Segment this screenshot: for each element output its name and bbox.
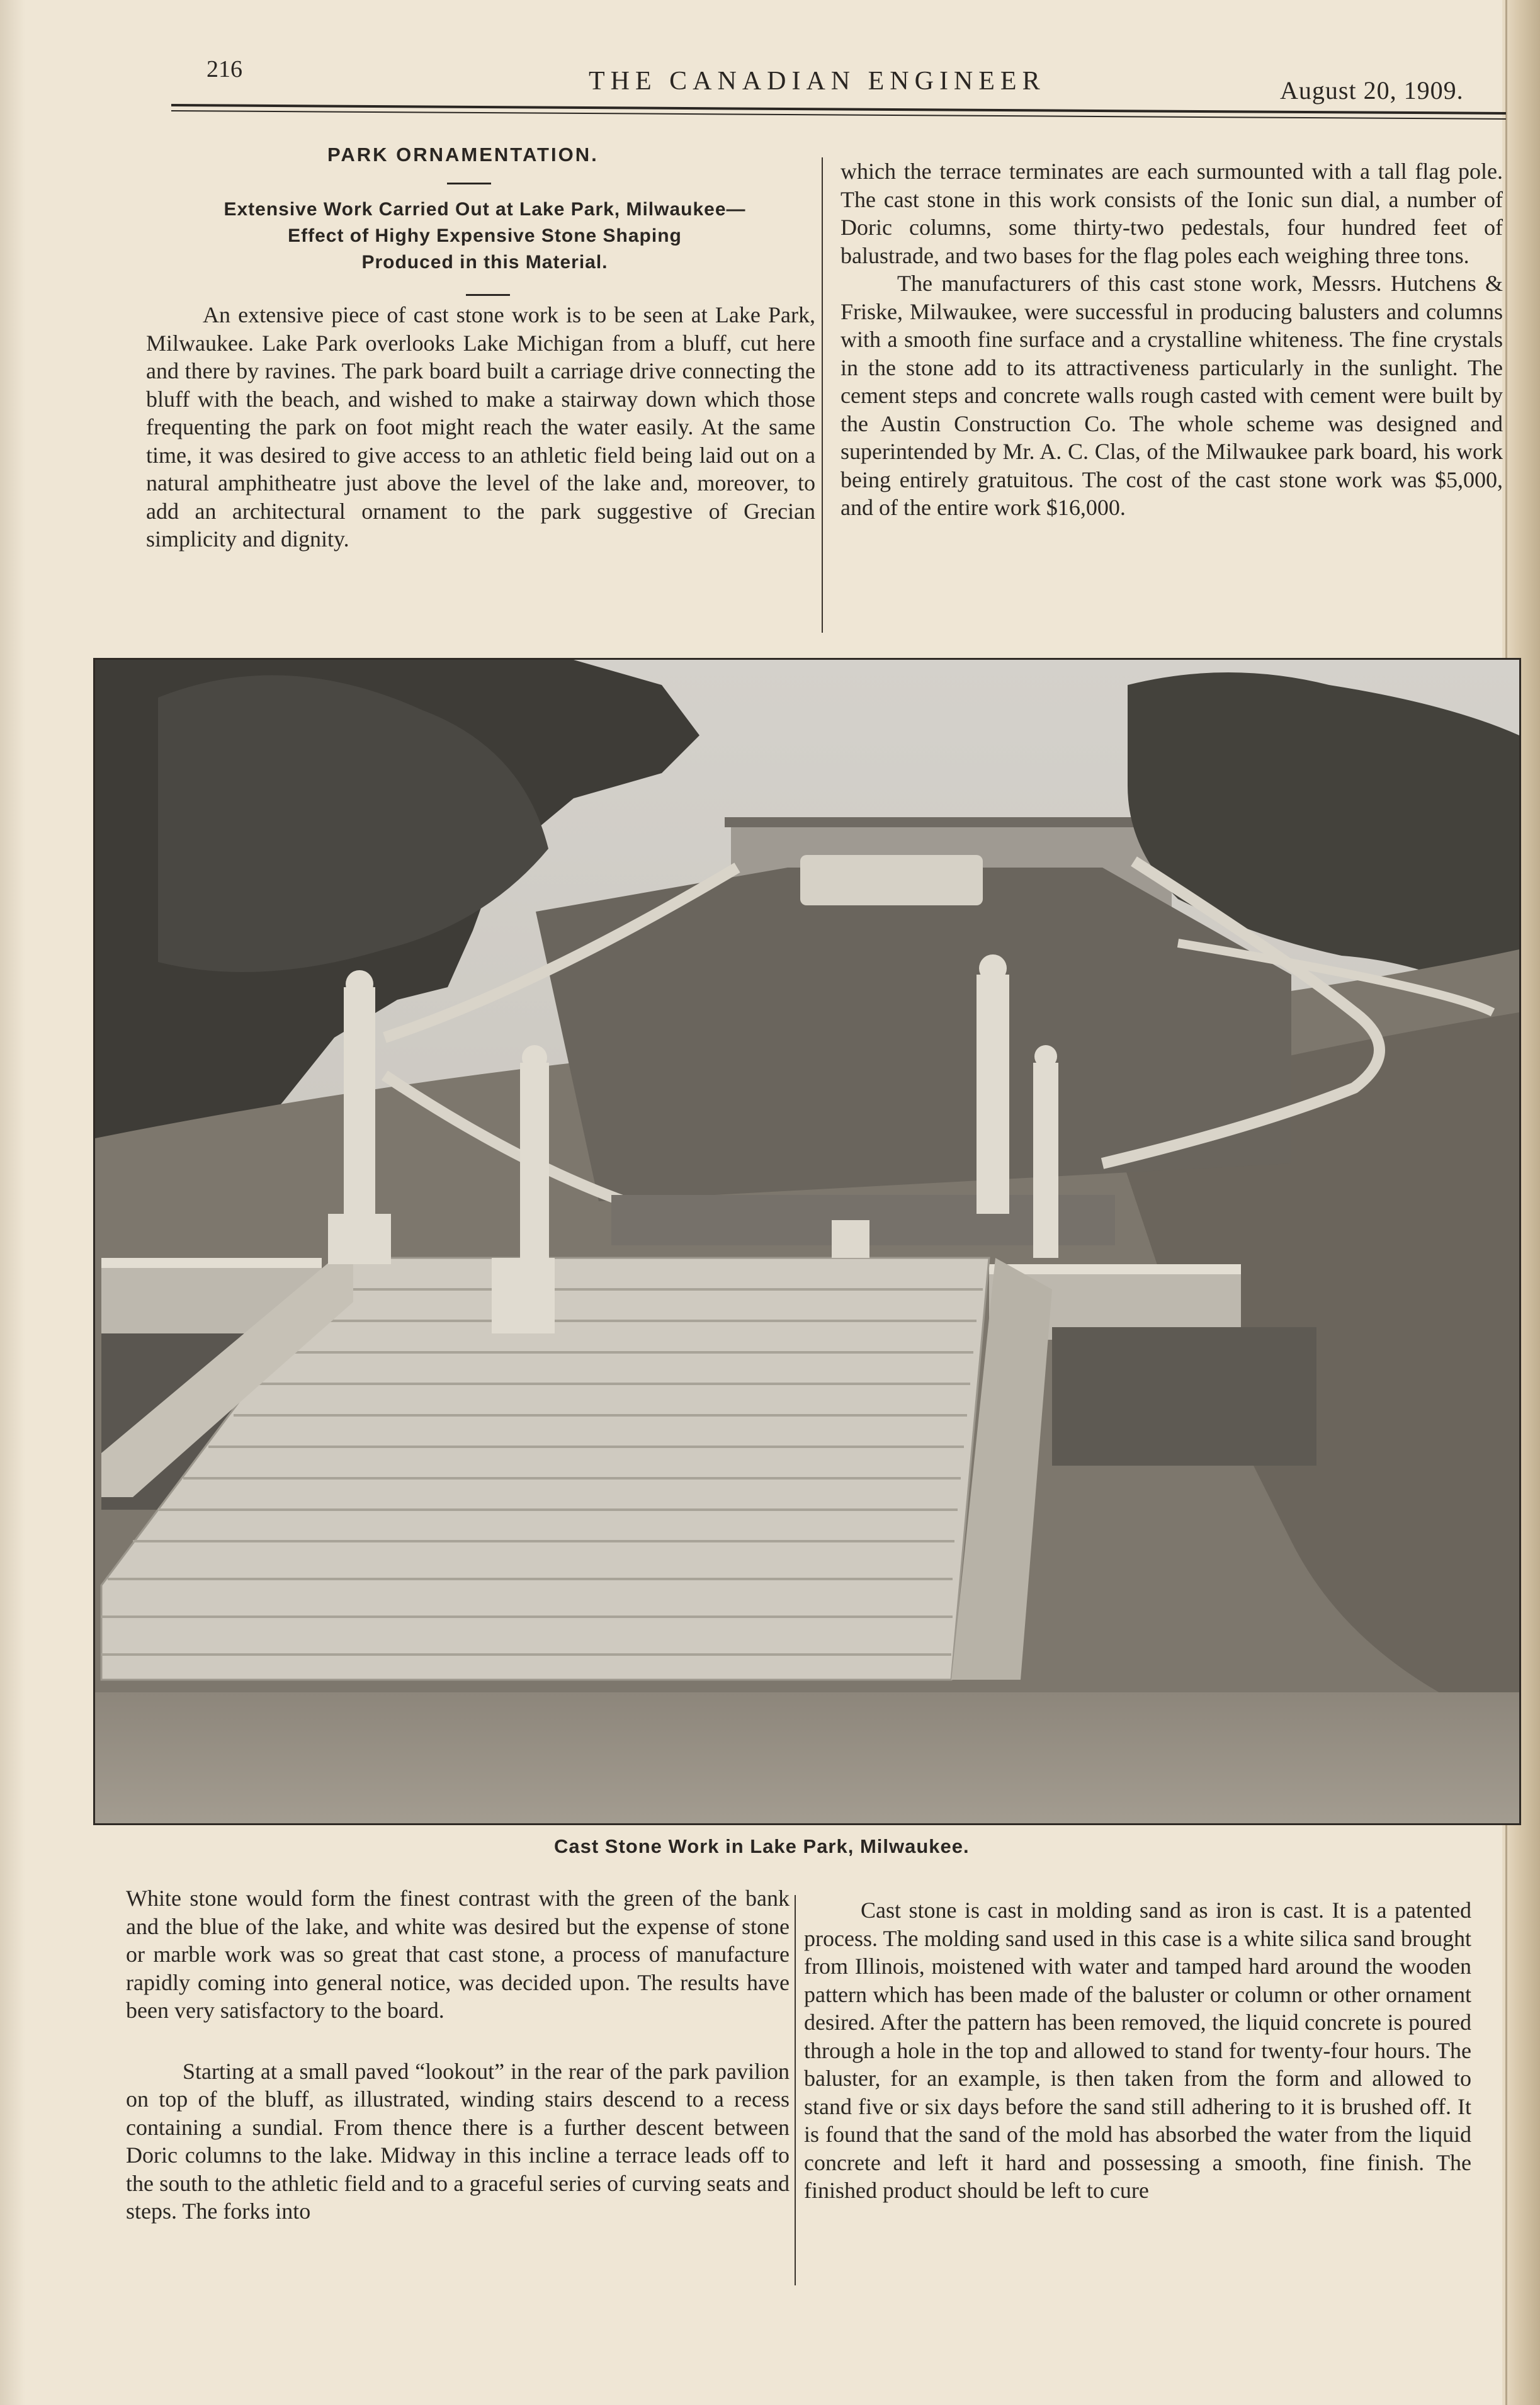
paragraph: An extensive piece of cast stone work is to be seen at Lake Park, Milwaukee. Lake Park overlooks Lake Michigan from a bluff, cut here and there by ravines. The park board built a carriage drive connecting the bluff with the beach, and wished to make a stairway down which those frequenting the park on foot might reach the water easily. At the same time, it was desired to give access to an athletic field being laid out on a natural amphitheatre just above the level of the lake and, moreover, to add an architectural ornament to the park suggestive of Grecian simplicity and dignity. xyxy=(146,302,815,552)
running-head: THE CANADIAN ENGINEER xyxy=(589,67,1046,96)
column-top-right xyxy=(841,157,1503,522)
page-shadow xyxy=(0,0,25,2405)
header-rule xyxy=(171,104,1506,115)
page-number: 216 xyxy=(207,56,242,82)
paragraph: White stone would form the finest contrast with the green of the bank and the blue of the lake, and white was desired but the expense of stone or marble work was so great that cast stone, a process of manufacture rapidly coming into general notice, was decided upon. The results have been very satisfactory to the board. xyxy=(126,1886,790,2023)
title-rule xyxy=(447,183,491,184)
subtitle-line: Extensive Work Carried Out at Lake Park, Milwaukee— xyxy=(224,199,746,220)
subtitle-line: Produced in this Material. xyxy=(361,252,608,273)
photograph-stairway xyxy=(93,658,1521,1825)
column-separator xyxy=(822,157,823,633)
article-subtitle xyxy=(151,196,818,276)
paragraph: Starting at a small paved “lookout” in the rear of the park pavilion on top of the bluff, as illustrated, winding stairs descend to a recess containing a sundial. From thence there is a further descent between Doric columns to the lake. Midway in this incline a terrace leads off to the south to the athletic field and to a graceful series of curving seats and steps. The forks into xyxy=(126,2058,790,2224)
subtitle-rule xyxy=(466,294,510,296)
photo-caption: Cast Stone Work in Lake Park, Milwaukee. xyxy=(554,1835,970,1857)
article-title: PARK ORNAMENTATION. xyxy=(327,144,599,166)
subtitle-line: Effect of Highy Expensive Stone Shaping xyxy=(288,225,682,246)
column-top-left xyxy=(146,301,815,553)
paragraph: which the terrace terminates are each surmounted with a tall flag pole. The cast stone in this work consists of the Ionic sun dial, a number of Doric columns, some thirty-two pedestals, four hundred feet of balustrade, and two bases for the flag poles each weighing three tons. xyxy=(841,159,1503,268)
paragraph: Cast stone is cast in molding sand as iron is cast. It is a patented process. The molding sand used in this case is a white silica sand brought from Illinois, moistened with water and tamped hard around the wooden pattern which has been made of the baluster or column or other ornament desired. After the pattern has been removed, the liquid concrete is poured through a hole in the top and allowed to stand for twenty-four hours. The baluster, for an example, is then taken from the form and allowed to stand five or six days before the sand still adhering to it is brushed off. It is found that the sand of the mold has absorbed the water from the liquid concrete and left it hard and possessing a smooth, fine finish. The finished product should be left to cure xyxy=(804,1898,1471,2203)
column-bottom-left xyxy=(126,1884,790,2226)
header-date: August 20, 1909. xyxy=(1280,76,1464,105)
column-separator xyxy=(795,1895,796,2285)
paragraph: The manufacturers of this cast stone work, Messrs. Hutchens & Friske, Milwaukee, were successful in producing balusters and columns with a smooth fine surface and a crystalline whiteness. The fine crystals in the stone add to its attractiveness particularly in the sunlight. The cement steps and concrete walls rough casted with cement were built by the Austin Construction Co. The whole scheme was designed and superintended by Mr. A. C. Clas, of the Milwaukee park board, his work being entirely gratuitous. The cost of the cast stone work was $5,000, and of the entire work $16,000. xyxy=(841,271,1503,520)
column-bottom-right xyxy=(804,1896,1471,2205)
